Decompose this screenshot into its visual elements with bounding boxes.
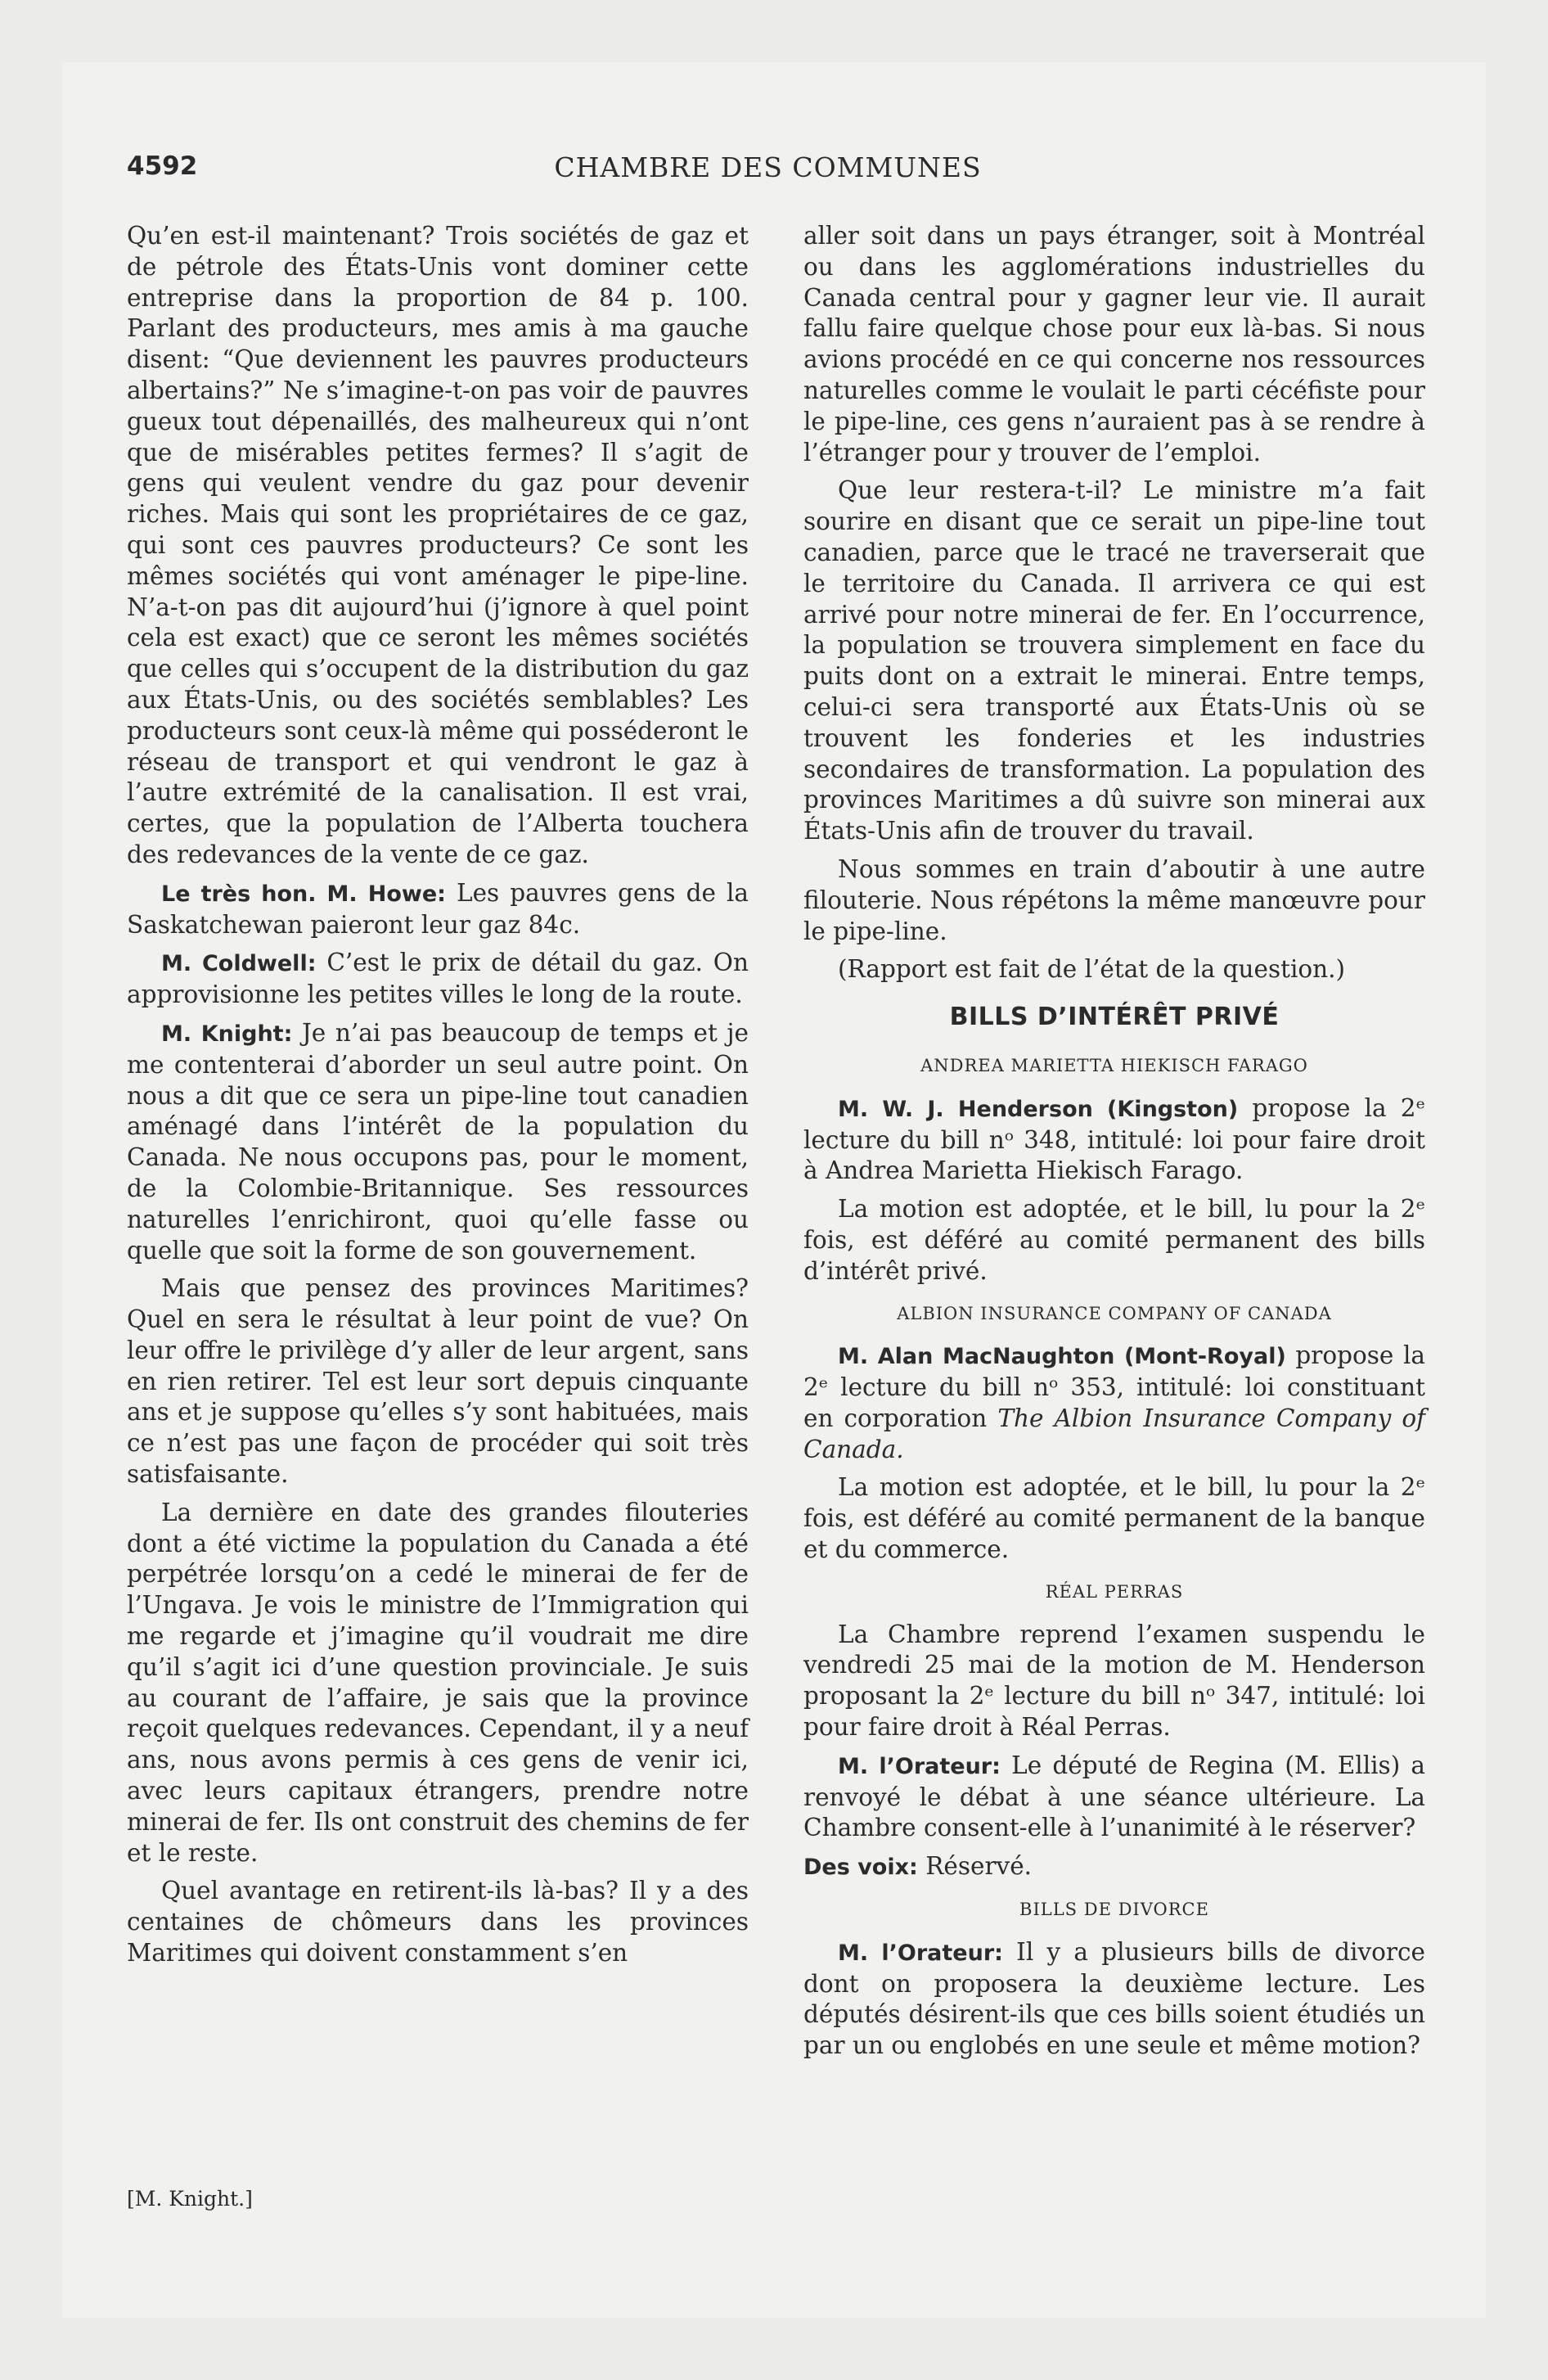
paragraph <box>127 948 749 1011</box>
left-column <box>127 221 749 1977</box>
page-number: 4592 <box>127 151 198 181</box>
speaker-name: M. l’Orateur: <box>838 1940 1003 1966</box>
paragraph <box>803 1341 1425 1465</box>
subsection-heading: ALBION INSURANCE COMPANY OF CANADA <box>897 1303 1332 1323</box>
page-title: CHAMBRE DES COMMUNES <box>554 151 982 183</box>
paragraph <box>127 1018 749 1266</box>
subsection-heading: ANDREA MARIETTA HIEKISCH FARAGO <box>920 1055 1308 1075</box>
speaker-name: M. Coldwell: <box>161 951 317 977</box>
paragraph <box>803 1093 1425 1187</box>
company-name: The Albion Insurance Company of Canada. <box>803 1404 1425 1463</box>
speech-text: Il y a plusieurs bills de divorce dont on proposera la deuxième lecture. Les députés désirent-ils que ces bills soient étudiés un par un ou englobés en une seule et même motion? <box>803 1937 1425 2060</box>
speech-text: propose la 2ᵉ lecture du bill nᵒ 348, intitulé: loi pour faire droit à Andrea Marietta Hiekisch Farago. <box>803 1093 1425 1185</box>
paragraph <box>127 878 749 941</box>
right-column <box>803 221 1425 2069</box>
paragraph <box>803 1851 1425 1883</box>
paragraph: Mais que pensez des provinces Maritimes? Quel en sera le résultat à leur point de vue? On leur offre le privilège d’y aller de leur argent, sans en rien retirer. Tel est leur sort depuis cinquante ans et je suppose qu’elles s’y sont habituées, mais ce n’est pas une façon de procéder qui soit très satisfaisante. <box>127 1274 749 1489</box>
speech-text: Le député de Regina (M. Ellis) a renvoyé le débat à une séance ultérieure. La Chambre consent-elle à l’unanimité à le réserver? <box>803 1751 1425 1842</box>
paragraph <box>803 1751 1425 1844</box>
speaker-name: Le très hon. M. Howe: <box>161 881 446 907</box>
speech-text: propose la 2ᵉ lecture du bill nᵒ 353, intitulé: loi constituant en corporation <box>803 1341 1426 1432</box>
section-heading: BILLS D’INTÉRÊT PRIVÉ <box>949 1003 1280 1032</box>
speaker-name: M. W. J. Henderson (Kingston) <box>838 1096 1239 1122</box>
speech-text: Je n’ai pas beaucoup de temps et je me contenterai d’aborder un seul autre point. On nous a dit que ce sera un pipe-line tout canadien aménagé dans l’intérêt de la population du Canada. Ne nous occupons pas, pour le moment, de la Colombie-Britannique. Ses ressources naturelles l’enrichiront, quoi qu’elle fasse ou quelle que soit la forme de son gouvernement. <box>127 1018 749 1264</box>
paragraph: Quel avantage en retirent-ils là-bas? Il y a des centaines de chômeurs dans les provinces Maritimes qui doivent constamment s’en <box>127 1877 749 1968</box>
paragraph: La dernière en date des grandes filouteries dont a été victime la population du Canada a été perpétrée lorsqu’on a cedé le minerai de fer de l’Ungava. Je vois le ministre de l’Immigration qui me regarde et j’imagine qu’il voudrait me dire qu’il s’agit ici d’une question provinciale. Je suis au courant de l’affaire, je sais que la province reçoit quelques redevances. Cependant, il y a neuf ans, nous avons permis à ces gens de venir ici, avec leurs capitaux étrangers, prendre notre minerai de fer. Ils ont construit des chemins de fer et le reste. <box>127 1498 749 1867</box>
paragraph: Nous sommes en train d’aboutir à une autre filouterie. Nous répétons la même manœuvre pour le pipe-line. <box>803 854 1425 945</box>
paragraph: La Chambre reprend l’examen suspendu le vendredi 25 mai de la motion de M. Henderson proposant la 2ᵉ lecture du bill nᵒ 347, intitulé: loi pour faire droit à Réal Perras. <box>803 1620 1425 1742</box>
paragraph <box>803 1937 1425 2062</box>
paragraph: (Rapport est fait de l’état de la question.) <box>838 955 1346 984</box>
speaker-name: M. l’Orateur: <box>838 1753 1001 1779</box>
speech-text: C’est le prix de détail du gaz. On approvisionne les petites villes le long de la route. <box>127 949 749 1009</box>
speaker-reference: [M. Knight.] <box>127 2187 253 2211</box>
paragraph: La motion est adoptée, et le bill, lu pour la 2ᵉ fois, est déféré au comité permanent de la banque et du commerce. <box>803 1473 1425 1564</box>
speaker-name: M. Alan MacNaughton (Mont-Royal) <box>838 1344 1286 1370</box>
subsection-heading: BILLS DE DIVORCE <box>1019 1900 1209 1920</box>
paragraph: Que leur restera-t-il? Le ministre m’a fait sourire en disant que ce serait un pipe-line tout canadien, parce que le tracé ne traverserait que le territoire du Canada. Il arrivera ce qui est arrivé pour notre minerai de fer. En l’occurrence, la population se trouvera simplement en face du puits dont on a extrait le minerai. Entre temps, celui-ci sera transporté aux États-Unis où se trouvent les fonderies et les industries secondaires de transformation. La population des provinces Maritimes a dû suivre son minerai aux États-Unis afin de trouver du travail. <box>803 476 1425 845</box>
speech-text: Réservé. <box>917 1852 1033 1881</box>
subsection-heading: RÉAL PERRAS <box>1045 1581 1184 1602</box>
paragraph: aller soit dans un pays étranger, soit à Montréal ou dans les agglomérations industrielles du Canada central pour y gagner leur vie. Il aurait fallu faire quelque chose pour eux là-bas. Si nous avions procédé en ce qui concerne nos ressources naturelles comme le voulait le parti cécéfiste pour le pipe-line, ces gens n’auraient pas à se rendre à l’étranger pour y trouver de l’emploi. <box>803 222 1425 467</box>
speech-text: Les pauvres gens de la Saskatchewan paieront leur gaz 84c. <box>127 878 749 939</box>
paragraph: Qu’en est-il maintenant? Trois sociétés de gaz et de pétrole des États-Unis vont dominer cette entreprise dans la proportion de 84 p. 100. Parlant des producteurs, mes amis à ma gauche disent: “Que deviennent les pauvres producteurs albertains?” Ne s’imagine-t-on pas voir de pauvres gueux tout dépenaillés, des malheureux qui n’ont que de misérables petites fermes? Il s’agit de gens qui veulent vendre du gaz pour devenir riches. Mais qui sont les propriétaires de ce gaz, qui sont ces pauvres producteurs? Ce sont les mêmes sociétés qui vont aménager le pipe-line. N’a-t-on pas dit aujourd’hui (j’ignore à quel point cela est exact) que ce seront les mêmes sociétés que celles qui s’occupent de la distribution du gaz aux États-Unis, ou des sociétés semblables? Les producteurs sont ceux-là même qui posséderont le réseau de transport et qui vendront le gaz à l’autre extrémité de la canalisation. Il est vrai, certes, que la population de l’Alberta touchera des redevances de la vente de ce gaz. <box>127 222 749 868</box>
speaker-name: Des voix: <box>803 1855 918 1881</box>
speaker-name: M. Knight: <box>161 1021 293 1047</box>
paragraph: La motion est adoptée, et le bill, lu pour la 2ᵉ fois, est déféré au comité permanent des bills d’intérêt privé. <box>803 1195 1425 1285</box>
running-header <box>127 151 1409 192</box>
